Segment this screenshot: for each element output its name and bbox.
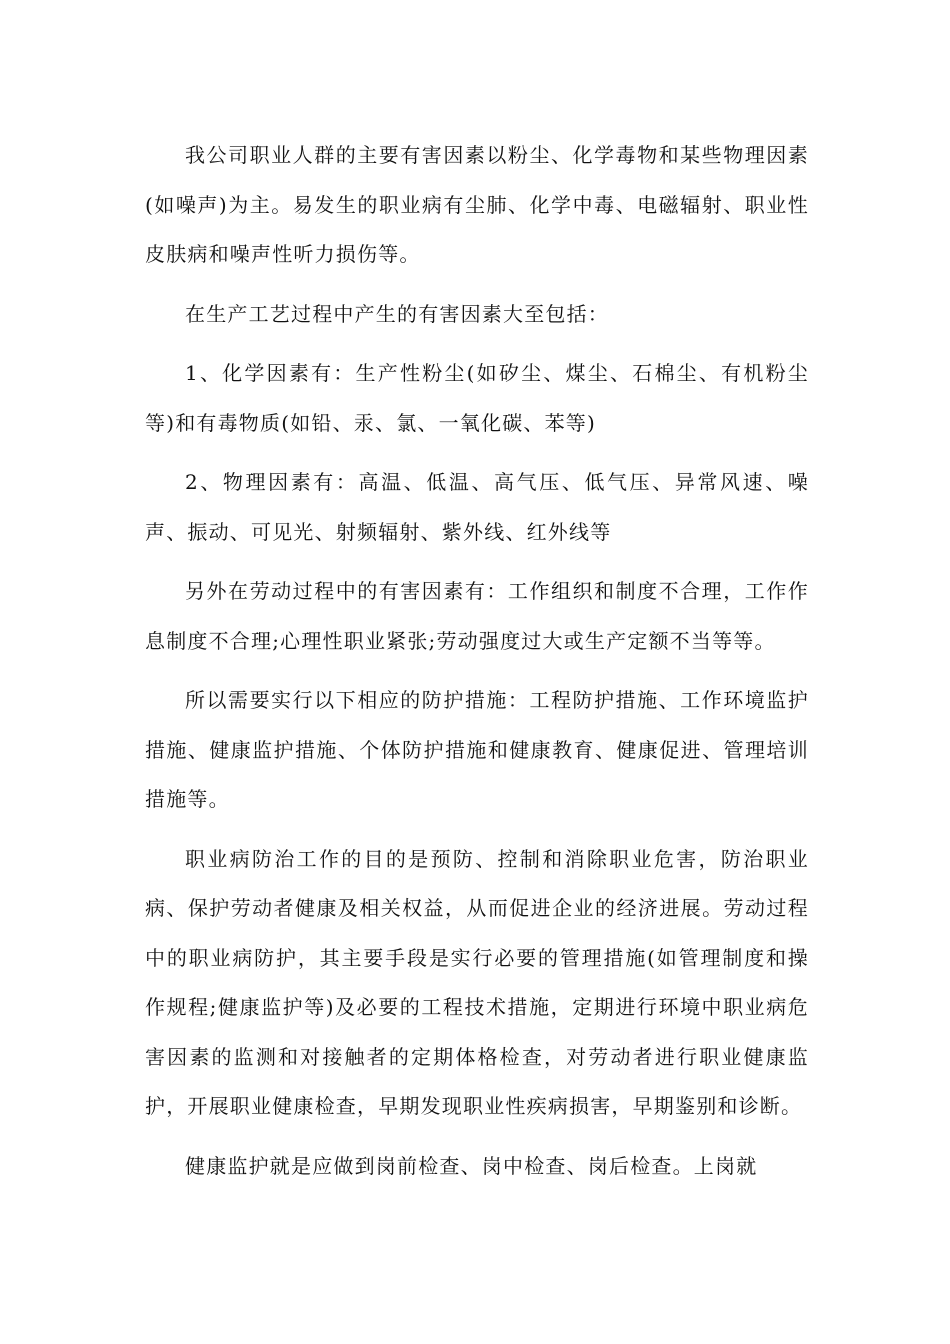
paragraph-health-monitoring: 健康监护就是应做到岗前检查、岗中检查、岗后检查。上岗就 bbox=[185, 1153, 758, 1178]
document-body bbox=[145, 131, 809, 1201]
paragraph-prevention-goals: 职业病防治工作的目的是预防、控制和消除职业危害，防治职业病、保护劳动者健康及相关权益，从而促进企业的经济进展。劳动过程中的职业病防护，其主要手段是实行必要的管理措施(如管理制度和操作规程;健康监护等)及必要的工程技术措施，定期进行环境中职业病危害因素的监测和对接触者的定期体格检查，对劳动者进行职业健康监护，开展职业健康检查，早期发现职业性疾病损害，早期鉴别和诊断。 bbox=[145, 846, 809, 1118]
paragraph-protective-measures: 所以需要实行以下相应的防护措施：工程防护措施、工作环境监护措施、健康监护措施、个体防护措施和健康教育、健康促进、管理培训措施等。 bbox=[145, 688, 809, 811]
paragraph-chemical-factors: 1、化学因素有：生产性粉尘(如矽尘、煤尘、石棉尘、有机粉尘等)和有毒物质(如铅、汞、氯、一氧化碳、苯等) bbox=[145, 361, 809, 435]
paragraph-production-factors-lead: 在生产工艺过程中产生的有害因素大至包括： bbox=[185, 301, 609, 326]
paragraph-physical-factors: 2、物理因素有：高温、低温、高气压、低气压、异常风速、噪声、振动、可见光、射频辐射、紫外线、红外线等 bbox=[145, 470, 809, 544]
paragraph-harmful-factors-intro: 我公司职业人群的主要有害因素以粉尘、化学毒物和某些物理因素(如噪声)为主。易发生的职业病有尘肺、化学中毒、电磁辐射、职业性皮肤病和噪声性听力损伤等。 bbox=[145, 143, 809, 266]
paragraph-labor-process-factors: 另外在劳动过程中的有害因素有：工作组织和制度不合理，工作作息制度不合理;心理性职业紧张;劳动强度过大或生产定额不当等等。 bbox=[145, 579, 809, 653]
